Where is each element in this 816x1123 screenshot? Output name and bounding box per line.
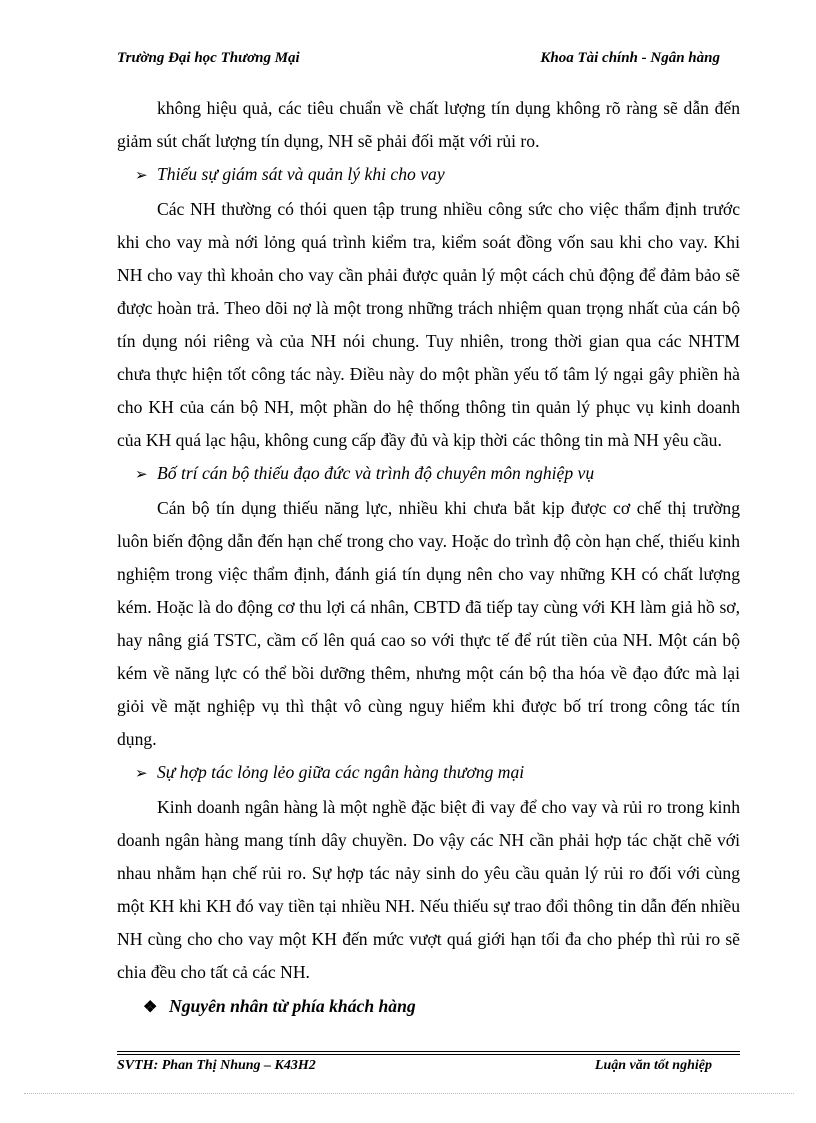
arrow-bullet-icon: ➢: [135, 168, 148, 184]
page-header: [117, 46, 720, 72]
paragraph-supervision: Các NH thường có thói quen tập trung nhiều công sức cho việc thẩm định trước khi cho vay mà nới lỏng quá trình kiểm tra, kiểm soát đồng vốn sau khi cho vay. Khi NH cho vay thì khoản cho vay cần phải được quản lý một cách chủ động để đảm bảo sẽ được hoàn trả. Theo dõi nợ là một trong những trách nhiệm quan trọng nhất của cán bộ tín dụng nói riêng và của NH nói chung. Tuy nhiên, trong thời gian qua các NHTM chưa thực hiện tốt công tác này. Điều này do một phần yếu tố tâm lý ngại gây phiền hà cho KH của cán bộ NH, một phần do hệ thống thông tin quản lý phục vụ kinh doanh của KH quá lạc hậu, không cung cấp đầy đủ và kịp thời các thông tin mà NH yêu cầu.: [117, 199, 740, 450]
bullet-heading-text: Bố trí cán bộ thiếu đạo đức và trình độ chuyên môn nghiệp vụ: [157, 463, 595, 483]
bullet-heading-text: Sự hợp tác lỏng lẻo giữa các ngân hàng thương mại: [157, 762, 525, 782]
arrow-bullet-icon: ➢: [135, 467, 148, 483]
footer-rule-bottom: [117, 1054, 740, 1055]
bullet-heading-supervision: [117, 158, 740, 193]
paragraph-cooperation: Kinh doanh ngân hàng là một nghề đặc biệt đi vay để cho vay và rủi ro trong kinh doanh ngân hàng mang tính dây chuyền. Do vậy các NH cần phải hợp tác chặt chẽ với nhau nhằm hạn chế rủi ro. Sự hợp tác nảy sinh do yêu cầu quản lý rủi ro đối với cùng một KH khi KH đó vay tiền tại nhiều NH. Nếu thiếu sự trao đổi thông tin dẫn đến nhiều NH cùng cho cho vay một KH đến mức vượt quá giới hạn tối đa cho phép thì rủi ro sẽ chia đều cho tất cả các NH.: [117, 797, 740, 982]
footer-thesis: Luận văn tốt nghiệp: [594, 1058, 712, 1073]
header-faculty: Khoa Tài chính - Ngân hàng: [540, 50, 720, 66]
page-break-dots: [24, 1093, 794, 1094]
paragraph-staff: Cán bộ tín dụng thiếu năng lực, nhiều khi chưa bắt kịp được cơ chế thị trường luôn biến động dẫn đến hạn chế trong cho vay. Hoặc do trình độ còn hạn chế, thiếu kinh nghiệm trong việc thẩm định, đánh giá tín dụng nên cho vay những KH có chất lượng kém. Hoặc là do động cơ thu lợi cá nhân, CBTD đã tiếp tay cùng với KH làm giả hồ sơ, hay nâng giá TSTC, cầm cố lên quá cao so với thực tế để rút tiền của NH. Một cán bộ kém về năng lực có thể bồi dưỡng thêm, nhưng một cán bộ tha hóa về đạo đức mà lại giỏi về mặt nghiệp vụ thì thật vô cùng nguy hiểm khi được bố trí trong công tác tín dụng.: [117, 498, 740, 749]
paragraph-continuation: không hiệu quả, các tiêu chuẩn về chất lượng tín dụng không rõ ràng sẽ dẫn đến giảm sút chất lượng tín dụng, NH sẽ phải đối mặt với rủi ro.: [117, 98, 740, 151]
footer-rule-top: [117, 1051, 740, 1052]
arrow-bullet-icon: ➢: [135, 766, 148, 782]
section-heading-text: Nguyên nhân từ phía khách hàng: [169, 996, 416, 1016]
body-content: [117, 92, 740, 1025]
footer-student: SVTH: Phan Thị Nhung – K43H2: [117, 1058, 316, 1073]
bullet-heading-cooperation: [117, 756, 740, 791]
section-heading-customer: [117, 989, 740, 1025]
page-footer: [117, 1058, 740, 1080]
bullet-heading-text: Thiếu sự giám sát và quản lý khi cho vay: [157, 164, 445, 184]
diamond-bullet-icon: ❖: [143, 999, 158, 1016]
header-university: Trường Đại học Thương Mại: [117, 50, 300, 66]
bullet-heading-staff: [117, 457, 740, 492]
